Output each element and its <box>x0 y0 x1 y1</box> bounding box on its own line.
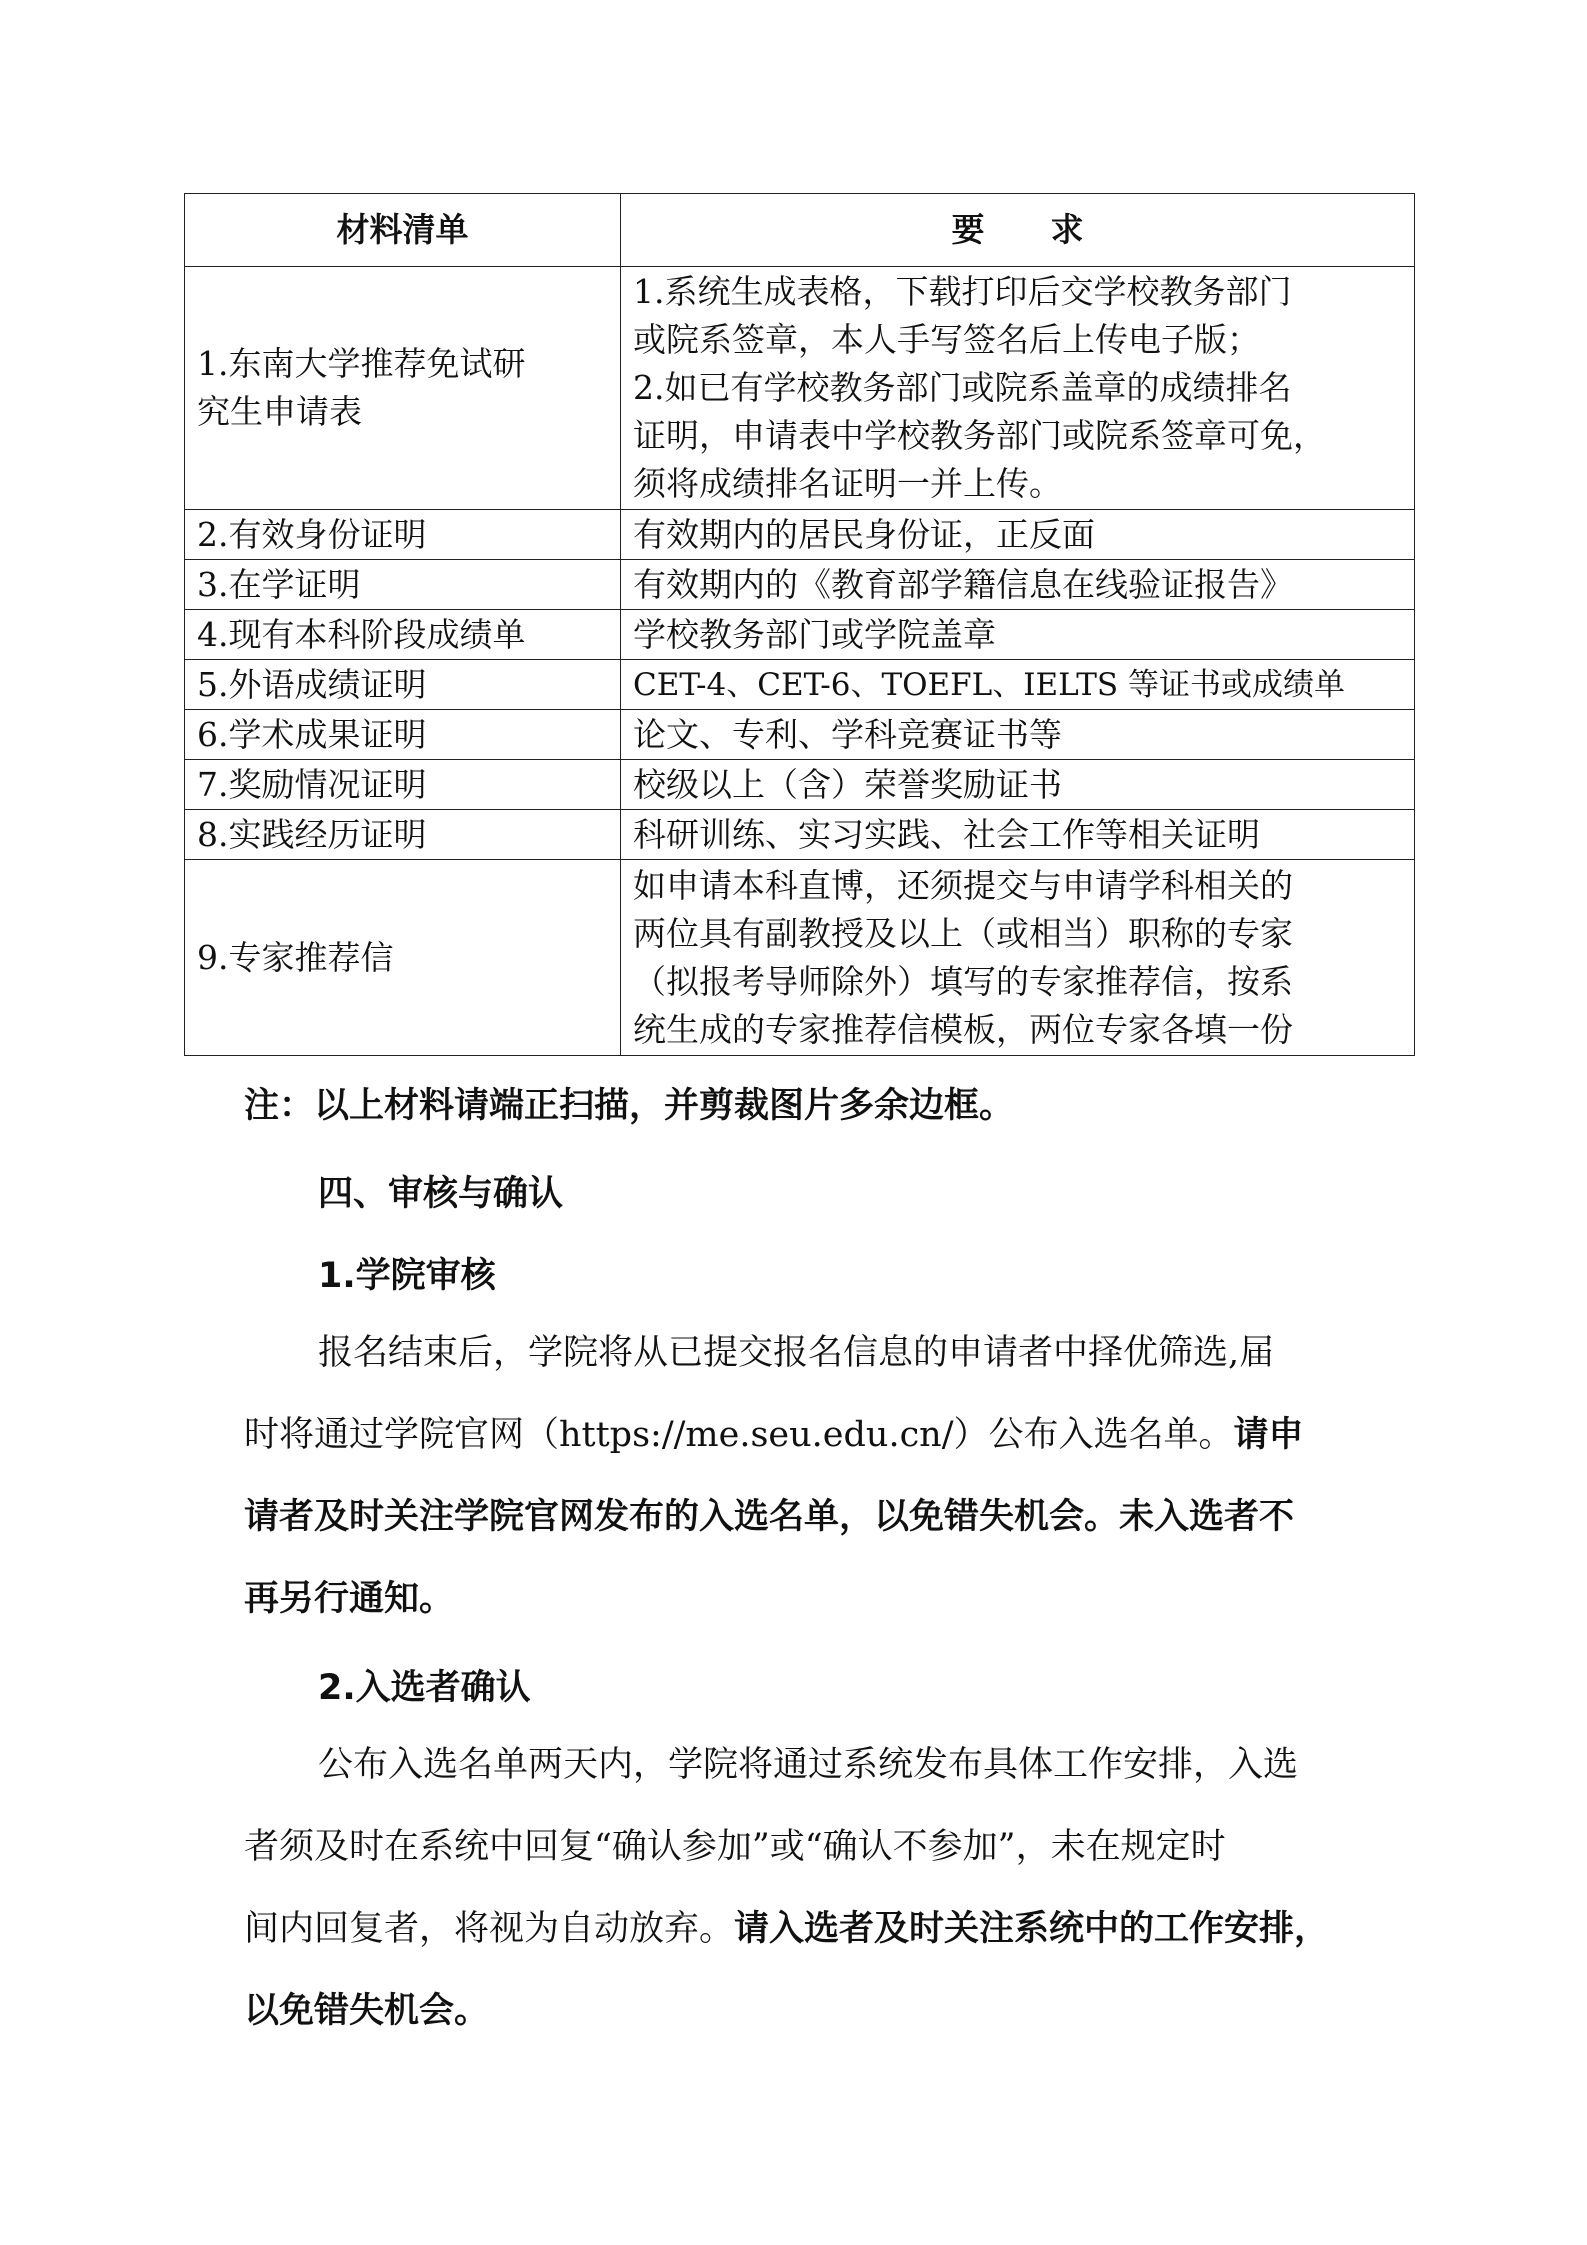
item-text: 4.现有本科阶段成绩单 <box>197 614 526 654</box>
item-text: 2.有效身份证明 <box>197 514 427 554</box>
requirement-text: 2.如已有学校教务部门或院系盖章的成绩排名 <box>633 368 1292 407</box>
paragraph-emphasis: 请申 <box>1233 1415 1304 1455</box>
item-text: 8.实践经历证明 <box>197 814 427 854</box>
section-heading: 四、审核与确认 <box>318 1174 564 1214</box>
paragraph-confirm <box>244 1724 1364 2052</box>
table-row <box>185 860 1415 1056</box>
requirement-text: 学校教务部门或学院盖章 <box>633 614 996 654</box>
paragraph-emphasis: 以免错失机会。 <box>244 1991 490 2031</box>
header-materials-list: 材料清单 <box>185 194 621 267</box>
table-row <box>185 760 1415 810</box>
requirement-text: 统生成的专家推荐信模板，两位专家各填一份 <box>633 1009 1293 1049</box>
item-cell <box>185 810 621 860</box>
requirement-cell <box>621 710 1415 760</box>
requirement-cell <box>621 860 1415 1056</box>
requirement-cell <box>621 760 1415 810</box>
item-text: 9.专家推荐信 <box>197 937 394 977</box>
item-cell <box>185 660 621 710</box>
table-row <box>185 610 1415 660</box>
requirement-cell <box>621 660 1415 710</box>
paragraph-line: 公布入选名单两天内，学院将通过系统发布具体工作安排，入选 <box>318 1745 1299 1785</box>
requirement-text: 科研训练、实习实践、社会工作等相关证明 <box>633 814 1260 854</box>
requirement-cell <box>621 510 1415 560</box>
requirement-cell <box>621 810 1415 860</box>
item-cell <box>185 610 621 660</box>
paragraph-line <box>244 1888 1364 1970</box>
subsection-heading-review: 1.学院审核 <box>318 1256 496 1296</box>
item-text: 7.奖励情况证明 <box>197 764 427 804</box>
table-row <box>185 810 1415 860</box>
table-row <box>185 710 1415 760</box>
subsection-heading-confirm: 2.入选者确认 <box>318 1668 531 1708</box>
table-header-row <box>185 194 1415 267</box>
requirement-text: 如申请本科直博，还须提交与申请学科相关的 <box>633 865 1293 905</box>
table-note: 注：以上材料请端正扫描，并剪裁图片多余边框。 <box>244 1086 1015 1126</box>
requirement-cell <box>621 610 1415 660</box>
item-text: 3.在学证明 <box>197 564 361 604</box>
item-cell <box>185 860 621 1056</box>
item-cell <box>185 560 621 610</box>
requirement-text: 证明，申请表中学校教务部门或院系签章可免， <box>633 416 1326 455</box>
paragraph-emphasis: 再另行通知。 <box>244 1579 455 1619</box>
paragraph-emphasis: 请入选者及时关注系统中的工作安排， <box>734 1909 1330 1949</box>
requirement-text: 两位具有副教授及以上（或相当）职称的专家 <box>633 913 1293 953</box>
item-cell <box>185 267 621 510</box>
item-cell <box>185 510 621 560</box>
paragraph-line <box>244 1394 1364 1476</box>
requirement-text: 须将成绩排名证明一并上传。 <box>633 464 1062 503</box>
item-text: 1.东南大学推荐免试研 <box>197 344 526 383</box>
paragraph-emphasis: 请者及时关注学院官网发布的入选名单，以免错失机会。未入选者不 <box>244 1497 1295 1537</box>
requirement-text: 论文、专利、学科竞赛证书等 <box>633 714 1062 754</box>
table-row <box>185 660 1415 710</box>
item-cell <box>185 760 621 810</box>
requirement-text: 有效期内的《教育部学籍信息在线验证报告》 <box>633 564 1293 604</box>
paragraph-text: 时将通过学院官网（https://me.seu.edu.cn/）公布入选名单。 <box>244 1415 1234 1455</box>
table-row <box>185 560 1415 610</box>
requirement-cell <box>621 560 1415 610</box>
paragraph-review <box>244 1312 1364 1640</box>
table-row <box>185 510 1415 560</box>
table-row <box>185 267 1415 510</box>
item-text: 究生申请表 <box>197 392 362 431</box>
paragraph-line: 报名结束后，学院将从已提交报名信息的申请者中择优筛选,届 <box>318 1333 1275 1373</box>
requirement-text: 校级以上（含）荣誉奖励证书 <box>633 764 1062 804</box>
requirement-text: CET-4、CET-6、TOEFL、IELTS 等证书或成绩单 <box>633 666 1345 703</box>
paragraph-text: 间内回复者，将视为自动放弃。 <box>244 1909 735 1949</box>
item-cell <box>185 710 621 760</box>
requirement-text: 1.系统生成表格，下载打印后交学校教务部门 <box>633 272 1292 311</box>
requirement-text: 或院系签章，本人手写签名后上传电子版； <box>633 320 1260 359</box>
requirement-cell <box>621 267 1415 510</box>
materials-table <box>184 193 1415 1056</box>
header-requirements: 要 求 <box>621 194 1415 267</box>
item-text: 5.外语成绩证明 <box>197 664 427 704</box>
item-text: 6.学术成果证明 <box>197 714 427 754</box>
requirement-text: （拟报考导师除外）填写的专家推荐信，按系 <box>633 961 1293 1001</box>
paragraph-line: 者须及时在系统中回复“确认参加”或“确认不参加”，未在规定时 <box>244 1827 1226 1867</box>
requirement-text: 有效期内的居民身份证，正反面 <box>633 514 1095 554</box>
